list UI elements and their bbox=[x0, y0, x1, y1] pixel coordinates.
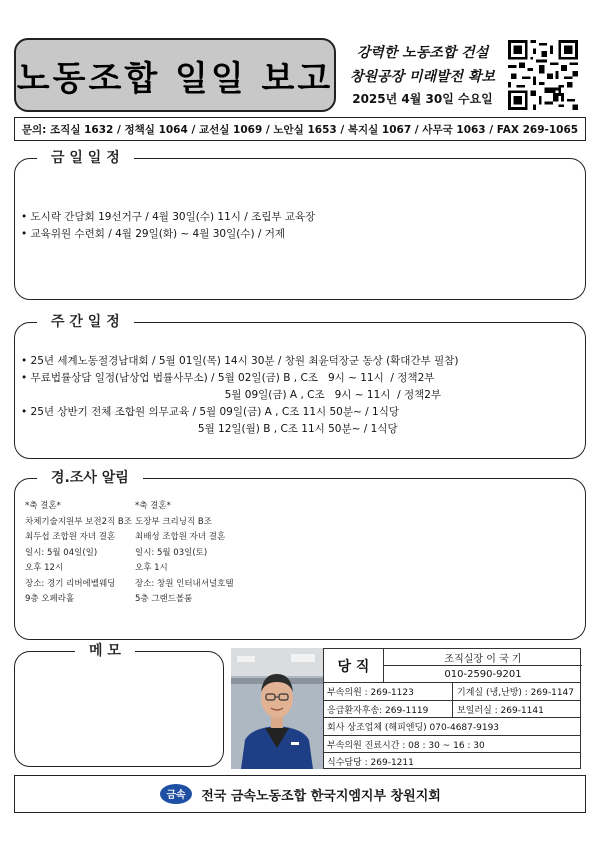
union-logo-text: 금속 bbox=[166, 790, 186, 801]
boiler-room-phone: 보일러실 : 269-1141 bbox=[452, 701, 582, 717]
footer bbox=[14, 775, 586, 813]
list-item: • 25년 세계노동절경남대회 / 5월 01일(목) 14시 30분 / 창원 최윤덕장군 동상 (확대간부 필참) bbox=[21, 355, 459, 367]
weekly-schedule-list bbox=[21, 353, 458, 438]
duty-officer-photo bbox=[231, 648, 323, 769]
weekly-schedule-title: 주 간 일 정 bbox=[37, 311, 134, 331]
contact-bar: 문의: 조직실 1632 / 정책실 1064 / 교선실 1069 / 노안실 1653 / 복지실 1067 / 사무국 1063 / FAX 269-1065 bbox=[14, 117, 586, 141]
duty-info-table bbox=[323, 648, 581, 769]
notice-line: 최두섭 조합원 자녀 결혼 bbox=[25, 532, 116, 542]
slogan-line-2: 창원공장 미래발전 확보 bbox=[350, 69, 495, 85]
list-item: • 25년 상반기 전체 조합원 의무교육 / 5월 09일(금) A , C조 11시 50분~ / 1식당 bbox=[21, 406, 399, 418]
notice-line: 일시: 5월 03일(토) bbox=[135, 547, 208, 558]
notice-line: 일시: 5월 04일(일) bbox=[25, 547, 98, 558]
weekly-schedule-section bbox=[14, 314, 586, 459]
list-item: • 교육위원 수련회 / 4월 29일(화) ~ 4월 30일(수) / 거제 bbox=[21, 228, 286, 240]
cafeteria-phone: 식수담당 : 269-1211 bbox=[327, 758, 414, 768]
notice-line: 오후 1시 bbox=[135, 563, 168, 573]
notice-line: 차체기술지원부 보전2직 B조 bbox=[25, 516, 132, 527]
page-title: 노동조합 일일 보고 bbox=[16, 58, 334, 99]
emergency-transport-phone: 응급환자후송: 269-1119 bbox=[327, 705, 429, 716]
notice-line: 5층 그랜드볼룸 bbox=[135, 594, 193, 604]
qr-code-icon[interactable] bbox=[508, 40, 578, 110]
memo-box[interactable] bbox=[14, 643, 224, 767]
list-item: 5월 12일(월) B , C조 11시 50분~ / 1식당 bbox=[21, 423, 398, 435]
list-item: • 도시락 간담회 19선거구 / 4월 30일(수) 11시 / 조립부 교육장 bbox=[21, 211, 316, 223]
funeral-service-phone: 회사 상조업체 (해피엔딩) 070-4687-9193 bbox=[327, 723, 500, 733]
table-row bbox=[324, 718, 580, 736]
notice-line: 장소: 창원 인터내셔널호텔 bbox=[135, 578, 234, 589]
duty-officer-name: 조직실장 이 국 기 bbox=[384, 649, 582, 666]
list-item: 5월 09일(금) A , C조 9시 ~ 11시 / 정책2부 bbox=[21, 389, 442, 401]
notice-card-1 bbox=[25, 499, 132, 608]
clinic-hours: 부속의원 진료시간 : 08 : 30 ~ 16 : 30 bbox=[327, 740, 485, 751]
report-date: 2025년 4월 30일 수요일 bbox=[352, 92, 493, 106]
notice-line: 최배성 조합원 자녀 결혼 bbox=[135, 532, 226, 542]
table-row bbox=[324, 683, 580, 701]
notice-line: 도장부 크리닝직 B조 bbox=[135, 516, 212, 527]
notice-line: *축 결혼* bbox=[25, 501, 61, 511]
notice-line: 9층 오페라홀 bbox=[25, 594, 75, 604]
notice-line: 오후 12시 bbox=[25, 563, 64, 573]
union-logo-icon bbox=[159, 783, 193, 805]
union-name: 전국 금속노동조합 한국지엠지부 창원지회 bbox=[201, 788, 441, 804]
today-schedule-section bbox=[14, 150, 586, 300]
notices-section bbox=[14, 470, 586, 640]
today-schedule-title: 금 일 일 정 bbox=[37, 147, 134, 167]
table-row bbox=[324, 736, 580, 753]
duty-officer-phone: 010-2590-9201 bbox=[444, 669, 522, 680]
duty-header-row bbox=[324, 649, 580, 683]
notice-line: *축 결혼* bbox=[135, 501, 171, 511]
notices-title: 경.조사 알림 bbox=[37, 467, 143, 487]
notice-card-2 bbox=[135, 499, 234, 608]
today-schedule-list bbox=[21, 209, 315, 243]
title-box bbox=[14, 38, 336, 112]
slogan-line-1: 강력한 노동조합 건설 bbox=[356, 45, 489, 61]
machine-room-phone: 기계실 (냉,난방) : 269-1147 bbox=[452, 683, 582, 700]
duty-label: 당 직 bbox=[324, 649, 384, 682]
memo-title: 메 모 bbox=[75, 640, 135, 660]
table-row bbox=[324, 701, 580, 718]
table-row bbox=[324, 753, 580, 770]
notice-line: 장소: 경기 리버에벨웨딩 bbox=[25, 578, 116, 589]
clinic-phone: 부속의원 : 269-1123 bbox=[327, 688, 414, 698]
list-item: • 무료법률상담 일정(남상업 법률사무소) / 5월 02일(금) B , C조 9시 ~ 11시 / 정책2부 bbox=[21, 372, 435, 384]
